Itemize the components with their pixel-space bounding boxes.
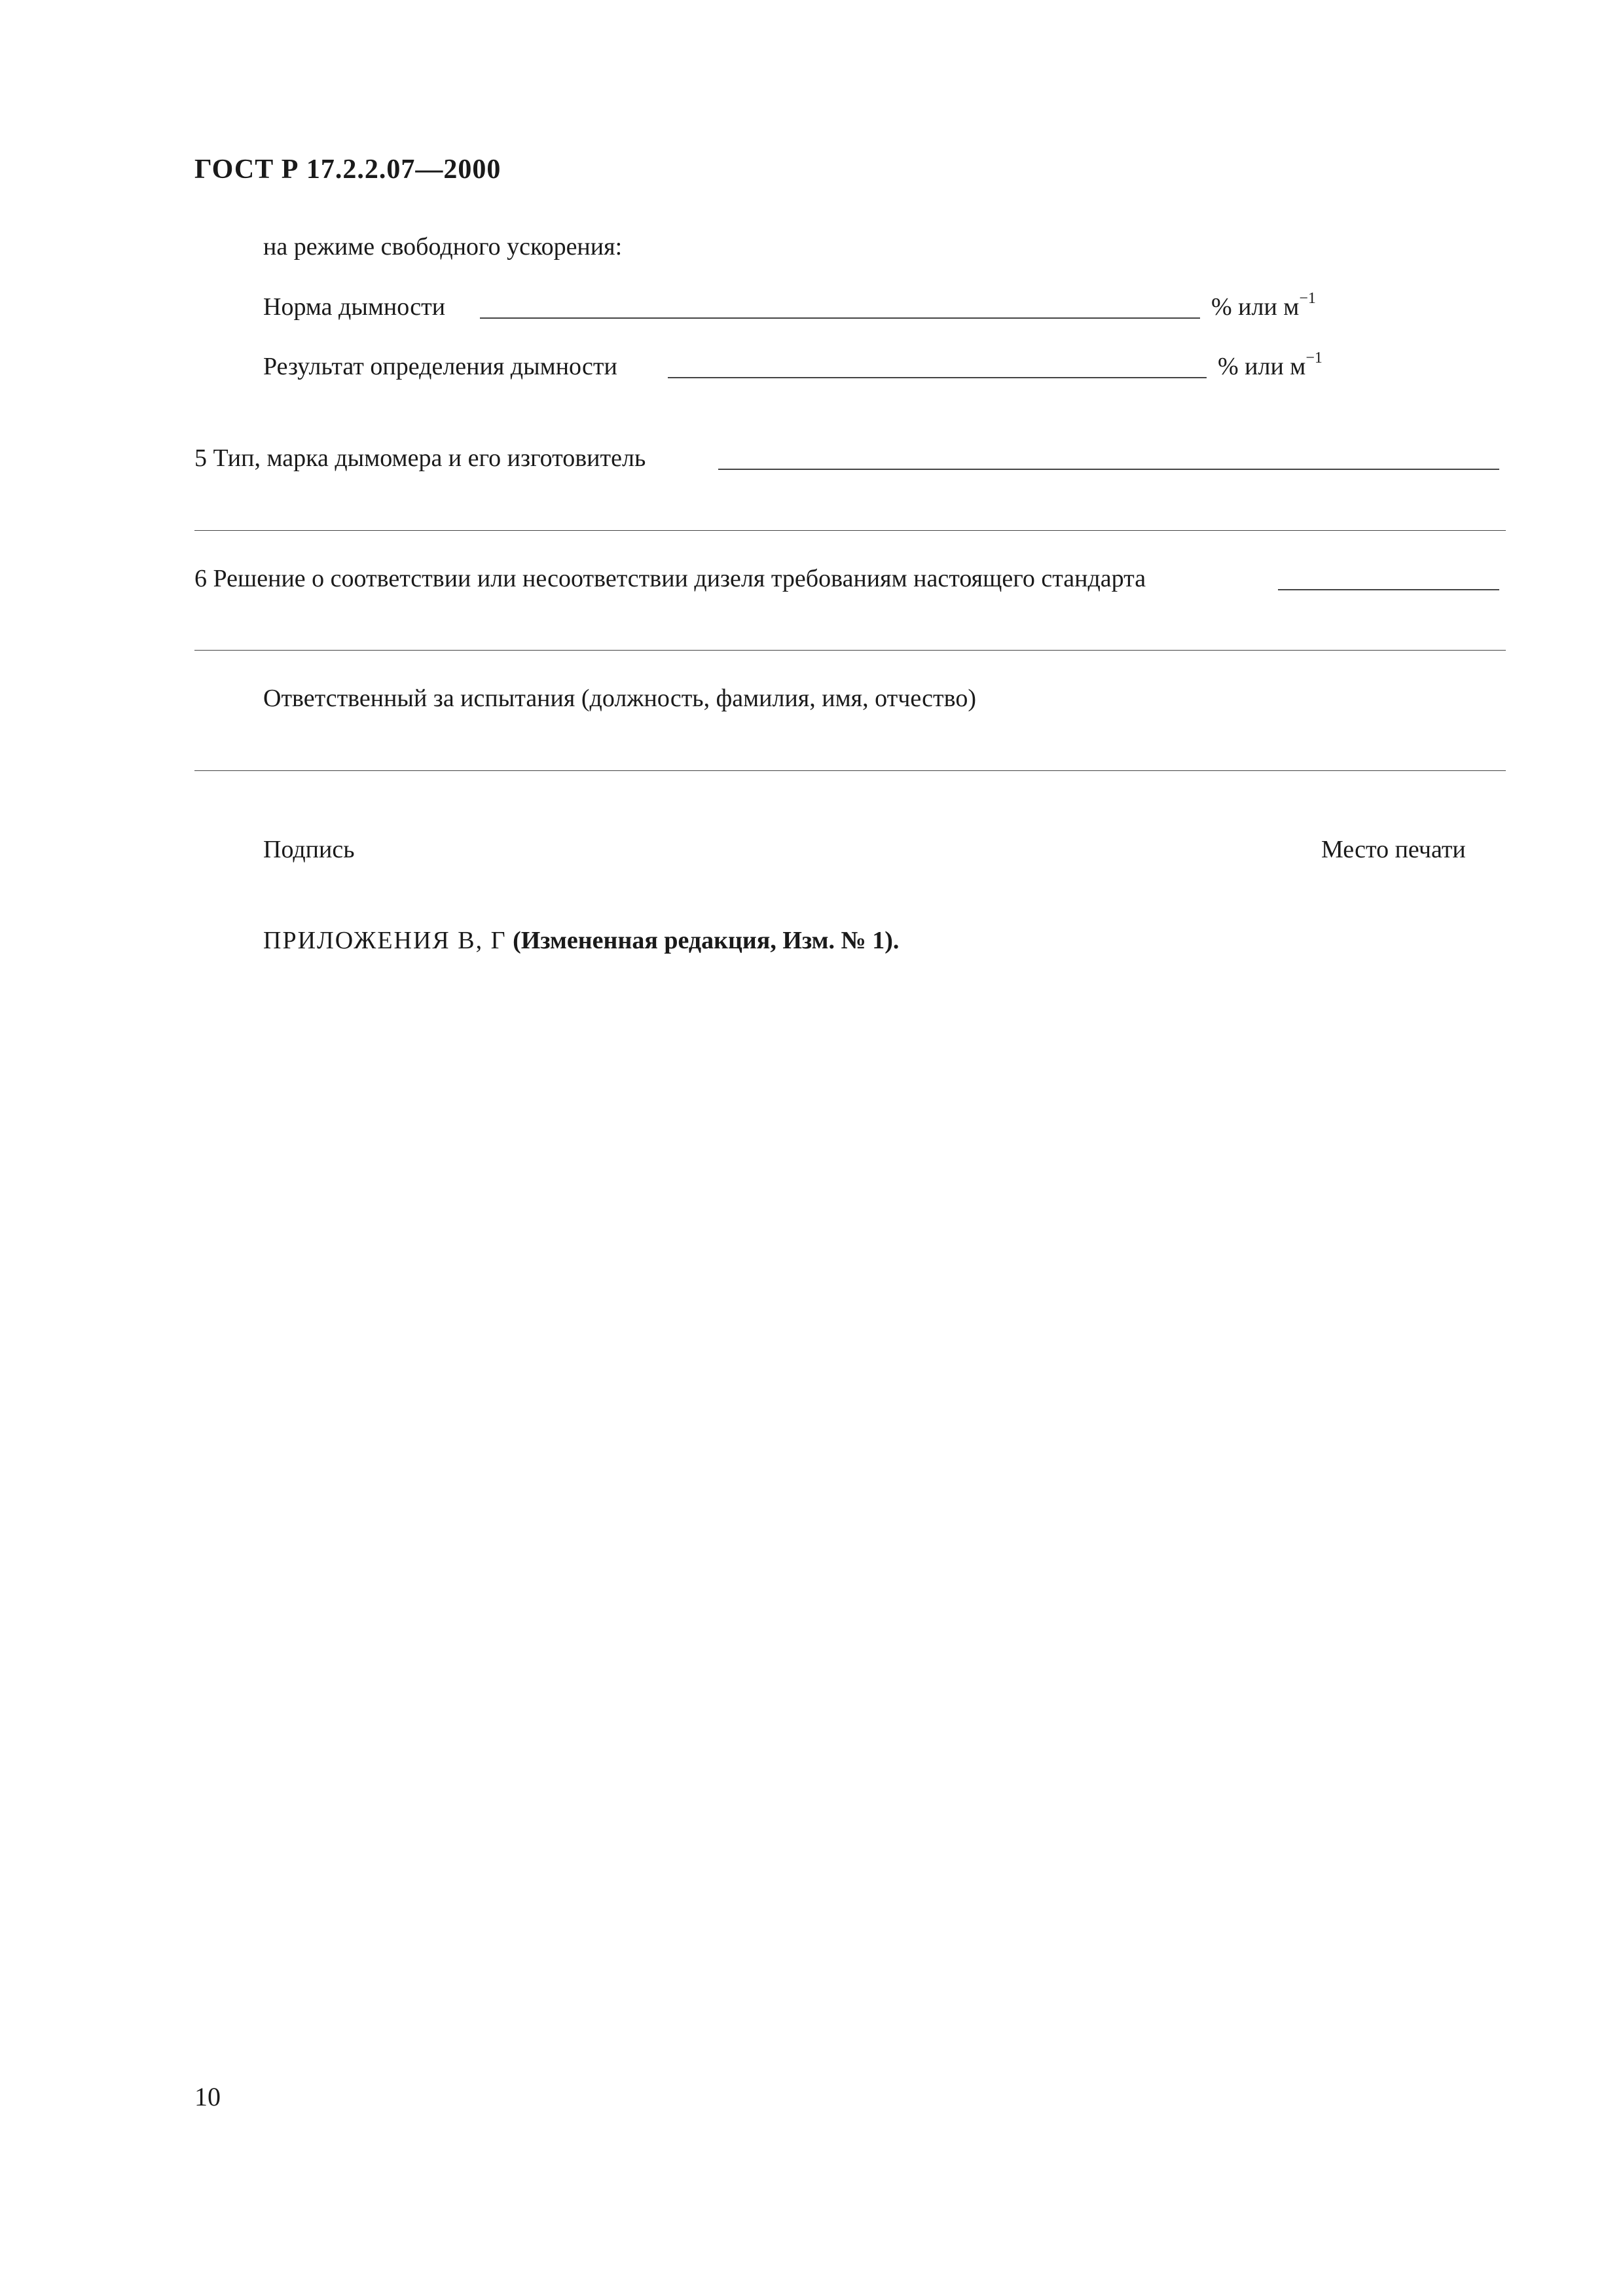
item6-label: 6 Решение о соответствии или несоответствии дизеля требованиям настоящего стандарта bbox=[194, 565, 1146, 592]
unit-prefix: % или м bbox=[1211, 293, 1300, 321]
appendix-note-prefix: ПРИЛОЖЕНИЯ В, Г bbox=[263, 927, 507, 954]
document-header: ГОСТ Р 17.2.2.07—2000 bbox=[194, 154, 501, 185]
smoke-result-field[interactable] bbox=[668, 377, 1207, 378]
unit-prefix: % или м bbox=[1218, 353, 1306, 380]
smoke-norm-unit bbox=[1211, 290, 1316, 321]
responsible-field[interactable] bbox=[194, 770, 1506, 771]
item6-continuation-line[interactable] bbox=[194, 650, 1506, 651]
item5-continuation-line[interactable] bbox=[194, 530, 1506, 531]
smoke-result-label: Результат определения дымности bbox=[263, 353, 617, 380]
item5-field[interactable] bbox=[718, 469, 1499, 470]
item6-field[interactable] bbox=[1278, 589, 1499, 590]
appendix-note bbox=[263, 926, 899, 955]
unit-exponent: −1 bbox=[1299, 290, 1316, 307]
signature-label: Подпись bbox=[263, 836, 355, 863]
smoke-norm-field[interactable] bbox=[480, 317, 1200, 319]
page-number: 10 bbox=[194, 2082, 221, 2111]
seal-place-label: Место печати bbox=[1321, 836, 1466, 863]
unit-exponent: −1 bbox=[1305, 350, 1322, 367]
responsible-label: Ответственный за испытания (должность, фамилия, имя, отчество) bbox=[263, 685, 976, 712]
free-acceleration-heading: на режиме свободного ускорения: bbox=[263, 233, 623, 260]
smoke-result-unit bbox=[1218, 352, 1322, 381]
smoke-norm-label: Норма дымности bbox=[263, 293, 446, 321]
item5-label: 5 Тип, марка дымомера и его изготовитель bbox=[194, 444, 646, 472]
appendix-note-amendment: (Измененная редакция, Изм. № 1). bbox=[513, 927, 900, 954]
